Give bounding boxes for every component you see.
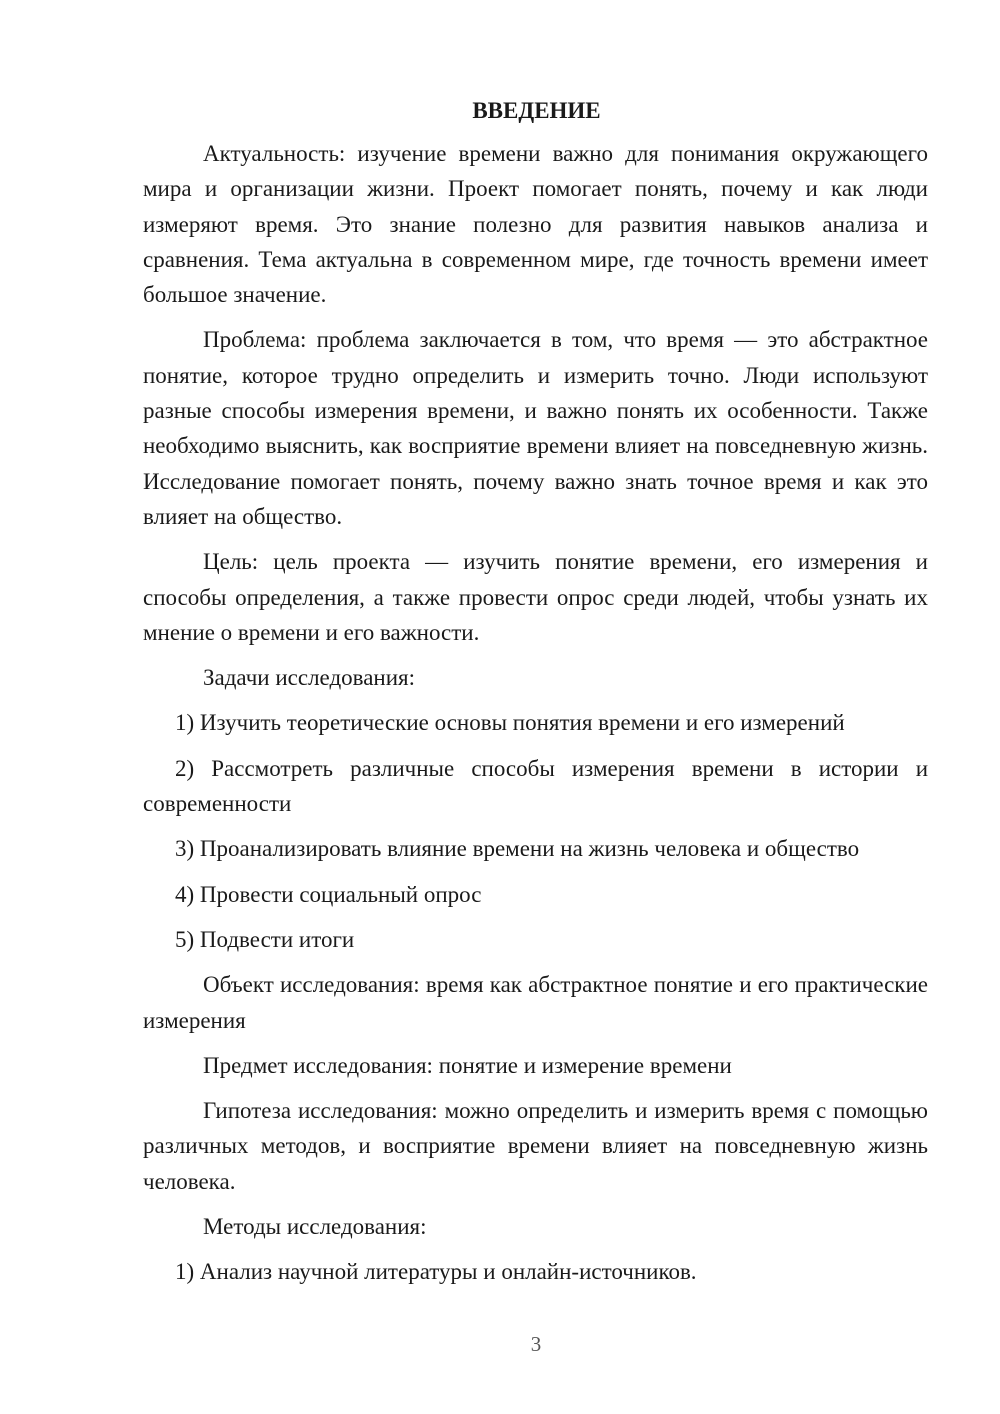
document-page — [143, 92, 928, 1300]
task-item-3: 3) Проанализировать влияние времени на жизнь человека и общество — [175, 836, 860, 862]
task-item-5: 5) Подвести итоги — [175, 926, 355, 952]
hypothesis-paragraph: Гипотеза исследования: можно определить и измерить время с помощью различных методов, и восприятие времени влияет на повседневную жизнь человека. — [143, 1098, 928, 1194]
goal-paragraph: Цель: цель проекта — изучить понятие времени, его измерения и способы определения, а также провести опрос среди людей, чтобы узнать их мнение о времени и его важности. — [143, 549, 928, 645]
task-item-2: 2) Рассмотреть различные способы измерения времени в истории и современности — [143, 755, 928, 817]
subject-paragraph: Предмет исследования: понятие и измерение времени — [203, 1052, 732, 1078]
section-title: ВВЕДЕНИЕ — [472, 98, 601, 123]
relevance-paragraph: Актуальность: изучение времени важно для понимания окружающего мира и организации жизни. Проект помогает понять, почему и как люди измеряют время. Это знание полезно для развития навыков анализа и сравнения. Тема актуальна в современном мире, где точность времени имеет большое значение. — [143, 141, 928, 308]
methods-heading: Методы исследования: — [203, 1214, 427, 1240]
method-item-1: 1) Анализ научной литературы и онлайн-источников. — [175, 1259, 697, 1285]
problem-paragraph: Проблема: проблема заключается в том, что время — это абстрактное понятие, которое трудно определить и измерить точно. Люди используют разные способы измерения времени, и важно понять их особенности. Также необходимо выяснить, как восприятие времени влияет на повседневную жизнь. Исследование помогает понять, почему важно знать точное время и как это влияет на общество. — [143, 327, 928, 529]
task-item-4: 4) Провести социальный опрос — [175, 881, 482, 907]
tasks-heading: Задачи исследования: — [203, 665, 416, 691]
object-paragraph: Объект исследования: время как абстрактное понятие и его практические измерения — [143, 972, 928, 1033]
task-item-1: 1) Изучить теоретические основы понятия времени и его измерений — [175, 710, 845, 736]
page-number: 3 — [530, 1332, 542, 1356]
